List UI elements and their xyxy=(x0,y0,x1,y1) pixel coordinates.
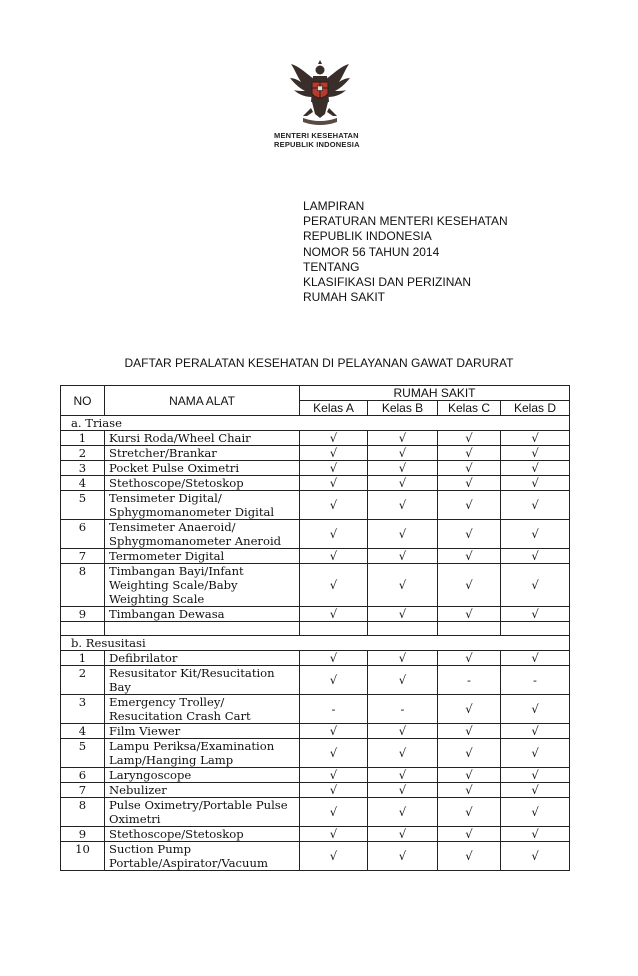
emblem-caption xyxy=(274,131,360,149)
availability-mark-kelas-a: √ xyxy=(300,724,368,739)
blank-cell xyxy=(61,622,105,636)
header-nama-alat: NAMA ALAT xyxy=(105,386,300,416)
table-row xyxy=(61,768,570,783)
availability-mark-kelas-a: √ xyxy=(300,783,368,798)
availability-mark-kelas-c: √ xyxy=(438,491,501,520)
availability-mark-kelas-b: √ xyxy=(368,549,438,564)
emblem-caption-line: REPUBLIK INDONESIA xyxy=(274,140,360,149)
availability-mark-kelas-d: √ xyxy=(501,842,570,871)
availability-mark-kelas-d: √ xyxy=(501,431,570,446)
availability-mark-kelas-c: √ xyxy=(438,783,501,798)
availability-mark-kelas-b: √ xyxy=(368,724,438,739)
availability-mark-kelas-b: √ xyxy=(368,768,438,783)
availability-mark-kelas-b: √ xyxy=(368,827,438,842)
header-kelas-a: Kelas A xyxy=(300,401,368,416)
emblem-caption-line: MENTERI KESEHATAN xyxy=(274,131,359,140)
availability-mark-kelas-c: √ xyxy=(438,520,501,549)
equipment-name: Laryngoscope xyxy=(105,768,300,783)
equipment-name: Nebulizer xyxy=(105,783,300,798)
availability-mark-kelas-b: √ xyxy=(368,798,438,827)
availability-mark-kelas-d: √ xyxy=(501,783,570,798)
availability-mark-kelas-b: √ xyxy=(368,461,438,476)
blank-cell xyxy=(105,622,300,636)
availability-mark-kelas-a: √ xyxy=(300,607,368,622)
availability-mark-kelas-b: √ xyxy=(368,607,438,622)
table-body xyxy=(61,416,570,871)
row-number: 9 xyxy=(61,827,105,842)
blank-cell xyxy=(438,622,501,636)
equipment-name: Suction Pump Portable/Aspirator/Vacuum xyxy=(105,842,300,871)
availability-mark-kelas-c: √ xyxy=(438,768,501,783)
equipment-name: Pocket Pulse Oximetri xyxy=(105,461,300,476)
table-row xyxy=(61,491,570,520)
row-number: 4 xyxy=(61,476,105,491)
table-header-row xyxy=(61,386,570,401)
availability-mark-kelas-d: √ xyxy=(501,651,570,666)
availability-mark-kelas-d: √ xyxy=(501,476,570,491)
availability-mark-kelas-d: √ xyxy=(501,739,570,768)
row-number: 1 xyxy=(61,651,105,666)
equipment-name: Stretcher/Brankar xyxy=(105,446,300,461)
table-row xyxy=(61,549,570,564)
availability-mark-kelas-d: √ xyxy=(501,520,570,549)
availability-mark-kelas-d: √ xyxy=(501,768,570,783)
availability-mark-kelas-d: √ xyxy=(501,491,570,520)
availability-mark-kelas-a: √ xyxy=(300,564,368,607)
row-number: 5 xyxy=(61,739,105,768)
row-number: 7 xyxy=(61,783,105,798)
table-row xyxy=(61,461,570,476)
row-number: 4 xyxy=(61,724,105,739)
blank-cell xyxy=(368,622,438,636)
lampiran-block xyxy=(303,199,508,305)
section-row xyxy=(61,416,570,431)
availability-mark-kelas-c: √ xyxy=(438,724,501,739)
availability-mark-kelas-b: √ xyxy=(368,476,438,491)
availability-mark-kelas-d: √ xyxy=(501,724,570,739)
equipment-name: Tensimeter Anaeroid/ Sphygmomanometer Aneroid xyxy=(105,520,300,549)
availability-mark-kelas-a: √ xyxy=(300,666,368,695)
availability-mark-kelas-b: √ xyxy=(368,651,438,666)
lampiran-line: RUMAH SAKIT xyxy=(303,290,386,305)
equipment-name: Stethoscope/Stetoskop xyxy=(105,827,300,842)
table-row xyxy=(61,651,570,666)
table-row xyxy=(61,827,570,842)
availability-mark-kelas-a: - xyxy=(300,695,368,724)
equipment-name: Timbangan Bayi/Infant Weighting Scale/Baby Weighting Scale xyxy=(105,564,300,607)
row-number: 6 xyxy=(61,768,105,783)
header-no: NO xyxy=(61,386,105,416)
availability-mark-kelas-a: √ xyxy=(300,549,368,564)
availability-mark-kelas-d: √ xyxy=(501,695,570,724)
availability-mark-kelas-d: - xyxy=(501,666,570,695)
availability-mark-kelas-a: √ xyxy=(300,651,368,666)
table-row xyxy=(61,431,570,446)
availability-mark-kelas-b: √ xyxy=(368,520,438,549)
availability-mark-kelas-a: √ xyxy=(300,520,368,549)
document-title: DAFTAR PERALATAN KESEHATAN DI PELAYANAN GAWAT DARURAT xyxy=(124,356,514,370)
section-label: b. Resusitasi xyxy=(61,636,570,651)
header-rumah-sakit: RUMAH SAKIT xyxy=(300,386,570,401)
header-kelas-b: Kelas B xyxy=(368,401,438,416)
availability-mark-kelas-a: √ xyxy=(300,476,368,491)
lampiran-line: TENTANG xyxy=(303,259,360,274)
header-kelas-c: Kelas C xyxy=(438,401,501,416)
lampiran-line: REPUBLIK INDONESIA xyxy=(303,229,432,244)
equipment-name: Stethoscope/Stetoskop xyxy=(105,476,300,491)
availability-mark-kelas-a: √ xyxy=(300,798,368,827)
row-number: 3 xyxy=(61,695,105,724)
availability-mark-kelas-c: √ xyxy=(438,431,501,446)
availability-mark-kelas-a: √ xyxy=(300,827,368,842)
equipment-name: Timbangan Dewasa xyxy=(105,607,300,622)
availability-mark-kelas-b: - xyxy=(368,695,438,724)
availability-mark-kelas-b: √ xyxy=(368,431,438,446)
table-row xyxy=(61,607,570,622)
availability-mark-kelas-d: √ xyxy=(501,549,570,564)
equipment-name: Defibrilator xyxy=(105,651,300,666)
availability-mark-kelas-c: √ xyxy=(438,564,501,607)
row-number: 3 xyxy=(61,461,105,476)
availability-mark-kelas-d: √ xyxy=(501,461,570,476)
availability-mark-kelas-a: √ xyxy=(300,446,368,461)
row-number: 10 xyxy=(61,842,105,871)
equipment-table xyxy=(60,385,570,871)
availability-mark-kelas-b: √ xyxy=(368,564,438,607)
availability-mark-kelas-c: - xyxy=(438,666,501,695)
table-row xyxy=(61,695,570,724)
availability-mark-kelas-c: √ xyxy=(438,842,501,871)
availability-mark-kelas-b: √ xyxy=(368,739,438,768)
availability-mark-kelas-d: √ xyxy=(501,607,570,622)
table-row xyxy=(61,724,570,739)
availability-mark-kelas-c: √ xyxy=(438,798,501,827)
row-number: 2 xyxy=(61,446,105,461)
blank-cell xyxy=(501,622,570,636)
availability-mark-kelas-b: √ xyxy=(368,783,438,798)
equipment-name: Lampu Periksa/Examination Lamp/Hanging Lamp xyxy=(105,739,300,768)
lampiran-line: PERATURAN MENTERI KESEHATAN xyxy=(303,214,508,229)
availability-mark-kelas-a: √ xyxy=(300,461,368,476)
table-row xyxy=(61,842,570,871)
availability-mark-kelas-d: √ xyxy=(501,446,570,461)
lampiran-line: KLASIFIKASI DAN PERIZINAN xyxy=(303,275,472,290)
row-number: 8 xyxy=(61,564,105,607)
availability-mark-kelas-a: √ xyxy=(300,842,368,871)
table-row xyxy=(61,476,570,491)
availability-mark-kelas-d: √ xyxy=(501,798,570,827)
availability-mark-kelas-c: √ xyxy=(438,651,501,666)
availability-mark-kelas-d: √ xyxy=(501,564,570,607)
equipment-name: Pulse Oximetry/Portable Pulse Oximetri xyxy=(105,798,300,827)
availability-mark-kelas-a: √ xyxy=(300,491,368,520)
availability-mark-kelas-c: √ xyxy=(438,607,501,622)
equipment-name: Termometer Digital xyxy=(105,549,300,564)
table-row xyxy=(61,739,570,768)
availability-mark-kelas-c: √ xyxy=(438,695,501,724)
equipment-name: Tensimeter Digital/ Sphygmomanometer Digital xyxy=(105,491,300,520)
availability-mark-kelas-c: √ xyxy=(438,446,501,461)
table-row xyxy=(61,798,570,827)
table-row xyxy=(61,446,570,461)
table-row xyxy=(61,666,570,695)
lampiran-line: NOMOR 56 TAHUN 2014 xyxy=(303,244,440,259)
row-number: 5 xyxy=(61,491,105,520)
table-row xyxy=(61,564,570,607)
row-number: 8 xyxy=(61,798,105,827)
availability-mark-kelas-a: √ xyxy=(300,739,368,768)
availability-mark-kelas-b: √ xyxy=(368,842,438,871)
blank-cell xyxy=(300,622,368,636)
availability-mark-kelas-a: √ xyxy=(300,768,368,783)
availability-mark-kelas-c: √ xyxy=(438,461,501,476)
equipment-name: Film Viewer xyxy=(105,724,300,739)
section-row xyxy=(61,636,570,651)
availability-mark-kelas-d: √ xyxy=(501,827,570,842)
availability-mark-kelas-b: √ xyxy=(368,666,438,695)
blank-row xyxy=(61,622,570,636)
availability-mark-kelas-b: √ xyxy=(368,491,438,520)
lampiran-line: LAMPIRAN xyxy=(303,199,365,213)
table-row xyxy=(61,520,570,549)
equipment-name: Kursi Roda/Wheel Chair xyxy=(105,431,300,446)
availability-mark-kelas-c: √ xyxy=(438,827,501,842)
garuda-emblem-icon xyxy=(285,58,355,128)
section-label: a. Triase xyxy=(61,416,570,431)
availability-mark-kelas-c: √ xyxy=(438,549,501,564)
row-number: 2 xyxy=(61,666,105,695)
equipment-name: Emergency Trolley/ Resucitation Crash Cart xyxy=(105,695,300,724)
availability-mark-kelas-c: √ xyxy=(438,476,501,491)
equipment-name: Resusitator Kit/Resucitation Bay xyxy=(105,666,300,695)
header-kelas-d: Kelas D xyxy=(501,401,570,416)
row-number: 6 xyxy=(61,520,105,549)
row-number: 7 xyxy=(61,549,105,564)
availability-mark-kelas-b: √ xyxy=(368,446,438,461)
row-number: 9 xyxy=(61,607,105,622)
availability-mark-kelas-c: √ xyxy=(438,739,501,768)
table-row xyxy=(61,783,570,798)
row-number: 1 xyxy=(61,431,105,446)
availability-mark-kelas-a: √ xyxy=(300,431,368,446)
